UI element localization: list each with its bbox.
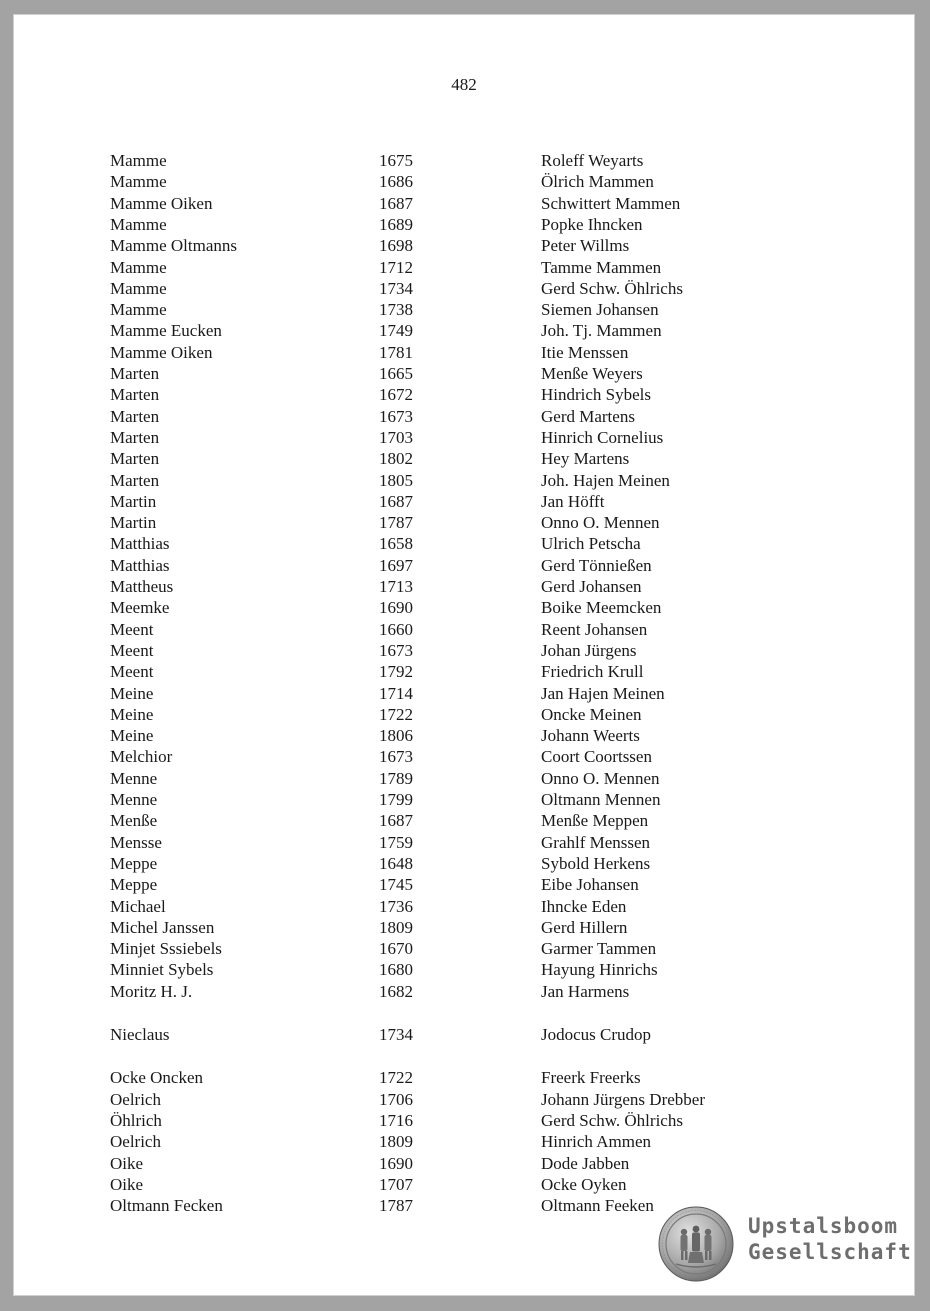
entry-person: Hey Martens — [541, 449, 630, 469]
entry-name: Meemke — [110, 598, 170, 618]
list-item — [13, 470, 915, 492]
entry-person: Peter Willms — [541, 236, 630, 256]
entry-name: Meine — [110, 683, 154, 703]
entry-name: Moritz H. J. — [110, 981, 193, 1001]
entry-person: Hinrich Cornelius — [541, 427, 664, 447]
list-item — [13, 491, 915, 513]
entry-name: Meent — [110, 640, 154, 660]
entry-name: Oelrich — [110, 1089, 161, 1109]
entry-person: Gerd Martens — [541, 406, 635, 426]
entry-person: Jan Höfft — [541, 491, 605, 511]
entry-person: Gerd Hillern — [541, 917, 628, 937]
entry-person: Hayung Hinrichs — [541, 960, 658, 980]
entry-name: Mamme Oiken — [110, 193, 213, 213]
entry-person: Jodocus Crudop — [541, 1025, 652, 1044]
list-item — [13, 1089, 915, 1111]
entry-year: 1722 — [379, 1068, 413, 1088]
entry-year: 1689 — [379, 214, 413, 234]
entry-name: Marten — [110, 364, 160, 383]
list-item — [13, 874, 915, 896]
list-item — [13, 278, 915, 300]
entry-year: 1809 — [379, 917, 413, 937]
entry-person: Jan Hajen Meinen — [541, 683, 665, 703]
entry-name: Marten — [110, 385, 160, 405]
entry-person: Joh. Tj. Mammen — [541, 321, 662, 341]
list-item — [13, 1110, 915, 1132]
entry-year: 1738 — [379, 300, 413, 320]
entry-person: Ulrich Petscha — [541, 534, 641, 554]
entry-name: Oltmann Fecken — [110, 1196, 223, 1216]
entry-year: 1673 — [379, 747, 413, 767]
entry-name: Mamme — [110, 151, 167, 170]
entry-year: 1673 — [379, 406, 413, 426]
list-item — [13, 533, 915, 555]
entry-name: Mamme — [110, 300, 167, 320]
entry-name: Oike — [110, 1174, 144, 1194]
entry-name: Marten — [110, 406, 160, 426]
entry-name: Mamme Oltmanns — [110, 236, 238, 256]
entry-name: Mamme — [110, 214, 167, 234]
entry-person: Gerd Schw. Öhlrichs — [541, 1110, 683, 1130]
list-item — [13, 257, 915, 279]
entry-year: 1806 — [379, 726, 413, 746]
seal-icon — [658, 1206, 734, 1282]
entry-year: 1802 — [379, 449, 413, 469]
entry-year: 1713 — [379, 577, 413, 596]
entry-name: Michel Janssen — [110, 917, 215, 937]
entry-name: Meine — [110, 704, 154, 724]
list-item — [13, 704, 915, 726]
list-item — [13, 448, 915, 470]
entry-person: Onno O. Mennen — [541, 513, 660, 533]
entry-person: Gerd Johansen — [541, 577, 642, 596]
entry-name: Meppe — [110, 875, 158, 895]
entry-name: Ocke Oncken — [110, 1068, 203, 1088]
entry-person: Garmer Tammen — [541, 939, 657, 959]
entry-year: 1805 — [379, 470, 413, 490]
entry-year: 1672 — [379, 385, 413, 405]
list-item — [13, 384, 915, 406]
entry-person: Eibe Johansen — [541, 875, 639, 895]
entry-year: 1716 — [379, 1110, 413, 1130]
entry-person: Jan Harmens — [541, 981, 630, 1001]
document-page — [13, 14, 915, 1296]
entry-person: Boike Meemcken — [541, 598, 662, 618]
entry-person: Gerd Schw. Öhlrichs — [541, 278, 683, 298]
logo-text-line1: Upstalsboom — [748, 1214, 899, 1238]
list-item — [13, 1067, 915, 1089]
entry-year: 1787 — [379, 513, 413, 533]
entry-year: 1682 — [379, 981, 413, 1001]
entry-person: Grahlf Menssen — [541, 832, 651, 852]
list-item — [13, 512, 915, 534]
entry-year: 1648 — [379, 853, 413, 873]
entry-year: 1665 — [379, 364, 413, 383]
entry-year: 1680 — [379, 960, 413, 980]
register-list — [13, 14, 915, 1296]
logo-text-line2: Gesellschaft — [748, 1240, 912, 1264]
entry-person: Freerk Freerks — [541, 1068, 641, 1088]
list-item — [13, 810, 915, 832]
entry-person: Reent Johansen — [541, 619, 648, 639]
entry-person: Siemen Johansen — [541, 300, 659, 320]
entry-year: 1749 — [379, 321, 413, 341]
page-number: 482 — [451, 75, 477, 94]
entry-name: Meent — [110, 662, 154, 682]
list-item — [13, 1024, 915, 1046]
entry-person: Oltmann Feeken — [541, 1196, 654, 1216]
entry-year: 1706 — [379, 1089, 413, 1109]
entry-person: Ihncke Eden — [541, 896, 627, 916]
entry-year: 1712 — [379, 257, 413, 277]
entry-year: 1789 — [379, 768, 413, 788]
entry-year: 1675 — [379, 151, 413, 170]
entry-year: 1690 — [379, 1153, 413, 1173]
list-item — [13, 725, 915, 747]
entry-person: Joh. Hajen Meinen — [541, 470, 670, 490]
entry-year: 1792 — [379, 662, 413, 682]
entry-year: 1703 — [379, 427, 413, 447]
entry-person: Johann Weerts — [541, 726, 640, 746]
list-item — [13, 853, 915, 875]
list-item — [13, 619, 915, 641]
list-item — [13, 193, 915, 215]
entry-name: Marten — [110, 470, 160, 490]
list-item — [13, 597, 915, 619]
list-item — [13, 1174, 915, 1196]
entry-year: 1722 — [379, 704, 413, 724]
list-item — [13, 896, 915, 918]
entry-name: Mensse — [110, 832, 162, 852]
entry-person: Coort Coortssen — [541, 747, 652, 767]
entry-person: Sybold Herkens — [541, 853, 651, 873]
society-logo — [658, 1206, 912, 1284]
entry-year: 1787 — [379, 1196, 413, 1216]
list-item — [13, 683, 915, 705]
entry-person: Tamme Mammen — [541, 257, 662, 277]
entry-name: Mamme — [110, 278, 167, 298]
entry-name: Mamme Oiken — [110, 342, 213, 362]
entry-person: Dode Jabben — [541, 1153, 630, 1173]
entry-name: Meine — [110, 726, 154, 746]
entry-name: Menne — [110, 768, 158, 788]
list-item — [13, 299, 915, 321]
entry-person: Popke Ihncken — [541, 214, 643, 234]
list-item — [13, 917, 915, 939]
list-item — [13, 363, 915, 385]
entry-name: Oike — [110, 1153, 144, 1173]
entry-name: Marten — [110, 449, 160, 469]
entry-year: 1799 — [379, 790, 413, 809]
list-item — [13, 1131, 915, 1153]
list-item — [13, 789, 915, 811]
entry-name: Michael — [110, 896, 166, 916]
list-item — [13, 406, 915, 428]
list-item — [13, 661, 915, 683]
entry-name: Mamme — [110, 172, 167, 192]
entry-year: 1670 — [379, 939, 413, 959]
list-item — [13, 981, 915, 1003]
list-item — [13, 342, 915, 364]
entry-year: 1745 — [379, 875, 413, 895]
entry-person: Gerd Tönnießen — [541, 555, 652, 575]
entry-person: Friedrich Krull — [541, 662, 644, 682]
entry-person: Johann Jürgens Drebber — [541, 1089, 705, 1109]
entry-year: 1687 — [379, 491, 413, 511]
list-item — [13, 427, 915, 449]
entry-name: Mattheus — [110, 577, 174, 596]
entry-name: Martin — [110, 491, 157, 511]
entry-year: 1658 — [379, 534, 413, 554]
list-item — [13, 959, 915, 981]
entry-year: 1734 — [379, 1025, 413, 1044]
entry-person: Hinrich Ammen — [541, 1132, 652, 1152]
entry-year: 1781 — [379, 342, 413, 362]
entry-name: Matthias — [110, 534, 170, 554]
list-item — [13, 235, 915, 257]
entry-year: 1714 — [379, 683, 413, 703]
list-item — [13, 1153, 915, 1175]
entry-name: Mamme — [110, 257, 167, 277]
entry-person: Onno O. Mennen — [541, 768, 660, 788]
list-item — [13, 938, 915, 960]
entry-name: Melchior — [110, 747, 173, 767]
entry-year: 1690 — [379, 598, 413, 618]
entry-year: 1759 — [379, 832, 413, 852]
entry-name: Mamme Eucken — [110, 321, 222, 341]
entry-person: Ölrich Mammen — [541, 172, 654, 192]
list-item — [13, 576, 915, 598]
entry-person: Ocke Oyken — [541, 1174, 627, 1194]
entry-year: 1809 — [379, 1132, 413, 1152]
list-item — [13, 832, 915, 854]
list-item — [13, 768, 915, 790]
entry-name: Meppe — [110, 853, 158, 873]
entry-person: Oltmann Mennen — [541, 790, 661, 809]
entry-year: 1687 — [379, 811, 413, 831]
entry-name: Öhlrich — [110, 1110, 162, 1130]
entry-year: 1687 — [379, 193, 413, 213]
entry-person: Schwittert Mammen — [541, 193, 681, 213]
entry-year: 1736 — [379, 896, 413, 916]
entry-year: 1673 — [379, 640, 413, 660]
entry-name: Minjet Sssiebels — [110, 939, 222, 959]
entry-name: Menne — [110, 790, 158, 809]
entry-year: 1698 — [379, 236, 413, 256]
list-item — [13, 746, 915, 768]
list-item — [13, 555, 915, 577]
entry-person: Oncke Meinen — [541, 704, 642, 724]
list-item — [13, 640, 915, 662]
entry-name: Meent — [110, 619, 154, 639]
entry-year: 1697 — [379, 555, 413, 575]
entry-year: 1660 — [379, 619, 413, 639]
entry-person: Itie Menssen — [541, 342, 629, 362]
entry-person: Roleff Weyarts — [541, 151, 644, 170]
entry-name: Matthias — [110, 555, 170, 575]
list-item — [13, 171, 915, 193]
entry-person: Menße Weyers — [541, 364, 643, 383]
entry-name: Oelrich — [110, 1132, 161, 1152]
list-item — [13, 150, 915, 172]
entry-person: Johan Jürgens — [541, 640, 637, 660]
list-item — [13, 320, 915, 342]
entry-name: Marten — [110, 427, 160, 447]
entry-name: Martin — [110, 513, 157, 533]
entry-year: 1707 — [379, 1174, 413, 1194]
entry-person: Menße Meppen — [541, 811, 649, 831]
entry-name: Menße — [110, 811, 158, 831]
entry-name: Nieclaus — [110, 1025, 170, 1044]
list-item — [13, 214, 915, 236]
entry-year: 1734 — [379, 278, 413, 298]
entry-year: 1686 — [379, 172, 413, 192]
entry-person: Hindrich Sybels — [541, 385, 652, 405]
entry-name: Minniet Sybels — [110, 960, 214, 980]
